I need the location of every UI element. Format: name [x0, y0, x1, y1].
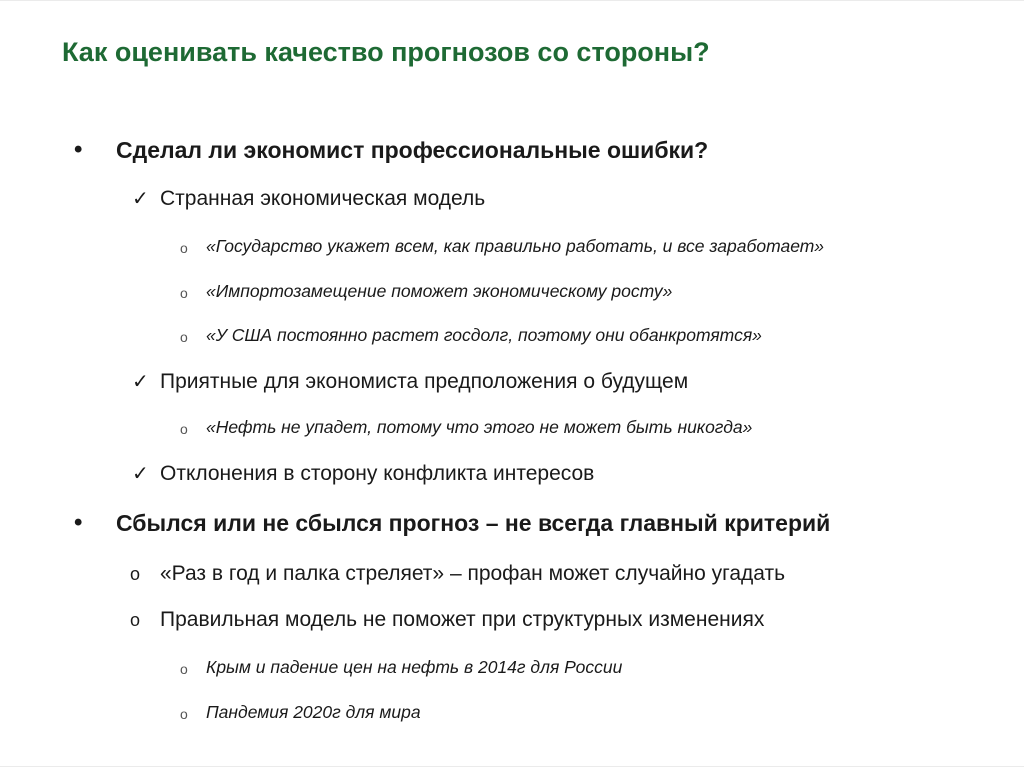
circle-item-text: Правильная модель не поможет при структурных изменениях: [160, 608, 765, 631]
check-item-strange-model: [0, 186, 1024, 214]
sub-item-pandemic-2020: [0, 701, 1024, 725]
sub-item-state-quote: [0, 235, 1024, 259]
circle-bullet-icon: o: [180, 329, 188, 345]
checkmark-icon: ✓: [132, 371, 149, 393]
circle-bullet-icon: o: [180, 240, 188, 256]
sub-item-text: Пандемия 2020г для мира: [206, 702, 421, 722]
sub-item-us-debt: [0, 324, 1024, 348]
bullet-item-professional-errors: [0, 136, 1024, 166]
circle-item-lucky-guess: [0, 561, 1024, 589]
circle-bullet-icon: o: [180, 421, 188, 437]
sub-item-crimea-2014: [0, 656, 1024, 680]
checkmark-icon: ✓: [132, 463, 149, 485]
circle-bullet-icon: o: [130, 610, 141, 630]
bullet-item-forecast-criterion: [0, 509, 1024, 539]
circle-bullet-icon: o: [180, 661, 188, 677]
check-item-conflict-of-interest: [0, 461, 1024, 489]
sub-item-text: «Нефть не упадет, потому что этого не может быть никогда»: [206, 417, 753, 437]
bullet-item-text: Сделал ли экономист профессиональные ошибки?: [116, 137, 709, 163]
sub-item-text: «Импортозамещение поможет экономическому росту»: [206, 281, 673, 301]
check-item-text: Приятные для экономиста предположения о будущем: [160, 370, 689, 393]
sub-item-text: «Государство укажет всем, как правильно работать, и все заработает»: [206, 236, 825, 256]
top-divider: [0, 0, 1024, 1]
circle-bullet-icon: o: [180, 285, 188, 301]
sub-item-text: Крым и падение цен на нефть в 2014г для России: [206, 657, 623, 677]
sub-item-import-substitution: [0, 280, 1024, 304]
slide-title: Как оценивать качество прогнозов со стороны?: [62, 37, 710, 67]
sub-item-oil-quote: [0, 416, 1024, 440]
bullet-icon: •: [74, 136, 83, 163]
circle-item-structural-changes: [0, 607, 1024, 635]
bullet-item-text: Сбылся или не сбылся прогноз – не всегда главный критерий: [116, 510, 831, 536]
circle-bullet-icon: o: [130, 564, 141, 584]
sub-item-text: «У США постоянно растет госдолг, поэтому они обанкротятся»: [206, 325, 762, 345]
circle-item-text: «Раз в год и палка стреляет» – профан может случайно угадать: [160, 562, 786, 585]
bullet-icon: •: [74, 509, 83, 536]
checkmark-icon: ✓: [132, 188, 149, 210]
check-item-text: Странная экономическая модель: [160, 187, 486, 210]
check-item-text: Отклонения в сторону конфликта интересов: [160, 462, 595, 485]
circle-bullet-icon: o: [180, 706, 188, 722]
check-item-pleasant-assumptions: [0, 369, 1024, 397]
